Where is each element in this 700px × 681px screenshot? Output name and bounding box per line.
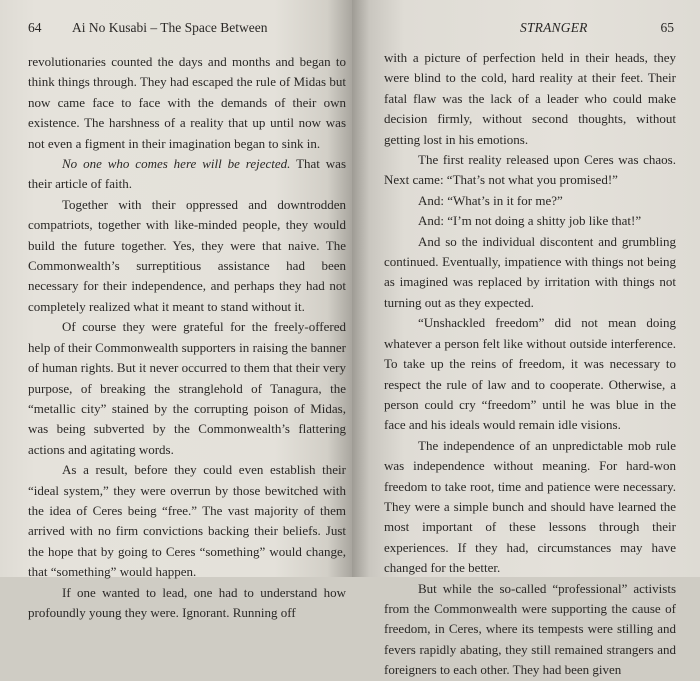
right-page-header (382, 18, 674, 38)
left-page-number: 64 (28, 20, 42, 35)
paragraph-text: That was their article of faith. (28, 156, 347, 192)
paragraph (384, 579, 676, 681)
paragraph (28, 317, 346, 460)
paragraph (28, 583, 346, 624)
left-running-title: Ai No Kusabi – The Space Between (72, 20, 268, 35)
paragraph (28, 154, 346, 195)
italic-text: No one who comes here will be rejected. (62, 156, 291, 172)
paragraph (384, 150, 676, 191)
left-page-header (28, 18, 344, 38)
left-page (0, 0, 352, 620)
paragraph (384, 436, 676, 579)
paragraph-text: Together with their oppressed and downtrodden compatriots, together with like-minded people, they would build the future together. Yes, they were that naive. The Commonwealth’s surreptitious assistance had been necessary for their independence, and perhaps they had not completely realized what it meant to stand without it. (28, 196, 346, 314)
right-page-number: 65 (660, 20, 674, 35)
paragraph-text: If one wanted to lead, one had to understand how profoundly young they were. Ignorant. Running off (28, 584, 346, 620)
paragraph-text: And: “What’s in it for me?” (418, 192, 563, 208)
paragraph (384, 211, 676, 231)
paragraph-text: revolutionaries counted the days and months and began to think things through. They had escaped the rule of Midas but now came face to face with the demands of their own existence. The harshness of a reality that up until now was not even a figment in their imagination began to sink in. (28, 54, 346, 151)
right-page-body (384, 48, 676, 681)
right-page (352, 0, 700, 678)
paragraph (384, 48, 676, 150)
paragraph-text: “Unshackled freedom” did not mean doing whatever a person felt like without outside interference. To take up the reins of freedom, it was necessary to respect the rule of law and to cooperate. Otherwise, a person could cry “freedom” until he was blue in the face and his ideals would remain idle visions. (384, 315, 676, 433)
paragraph (384, 232, 676, 314)
paragraph-text: The independence of an unpredictable mob rule was independence without meaning. For hard-won freedom to take root, time and patience were necessary. They were a simple bunch and should have learned the most important of these lessons through their experiences. If they had, circumstances may have changed for the better. (384, 437, 676, 576)
right-running-title: STRANGER (520, 20, 588, 35)
paragraph (384, 191, 676, 211)
paragraph (28, 195, 346, 317)
left-page-body (28, 52, 346, 623)
paragraph (28, 460, 346, 582)
paragraph-text: Of course they were grateful for the freely-offered help of their Commonwealth supporters in raising the banner of human rights. But it never occurred to them that their very purpose, of breaking the stranglehold of Tanagura, the “metallic city” stained by the corrupting poison of Midas, was being subverted by the Commonwealth’s flattering actions and agitating words. (28, 319, 346, 457)
paragraph-text: As a result, before they could even establish their “ideal system,” they were overrun by those bewitched with the idea of Ceres being “free.” The vast majority of them arrived with no firm convictions backing their beliefs. Just the hope that by going to Ceres “something” would change, that “something” would happen. (28, 462, 346, 580)
paragraph-text: And: “I’m not doing a shitty job like that!” (418, 213, 642, 229)
paragraph-text: The first reality released upon Ceres was chaos. Next came: “That’s not what you promised!” (384, 152, 676, 188)
paragraph-text: But while the so-called “professional” activists from the Commonwealth were supporting the cause of freedom, in Ceres, where its tempests were stilling and fevers rapidly abating, they still remained strangers and foreigners to each other. They had been given (384, 580, 676, 678)
paragraph (384, 313, 676, 435)
paragraph-text: with a picture of perfection held in their heads, they were blind to the cold, hard reality at their feet. Their fatal flaw was the lack of a leader who could make decision firmly, without second thoughts, without getting lost in his emotions. (384, 50, 676, 147)
paragraph (28, 52, 346, 154)
paragraph-text: And so the individual discontent and grumbling continued. Eventually, impatience with things not being as imagined was replaced by irritation with things not turning out as they expected. (384, 233, 676, 310)
